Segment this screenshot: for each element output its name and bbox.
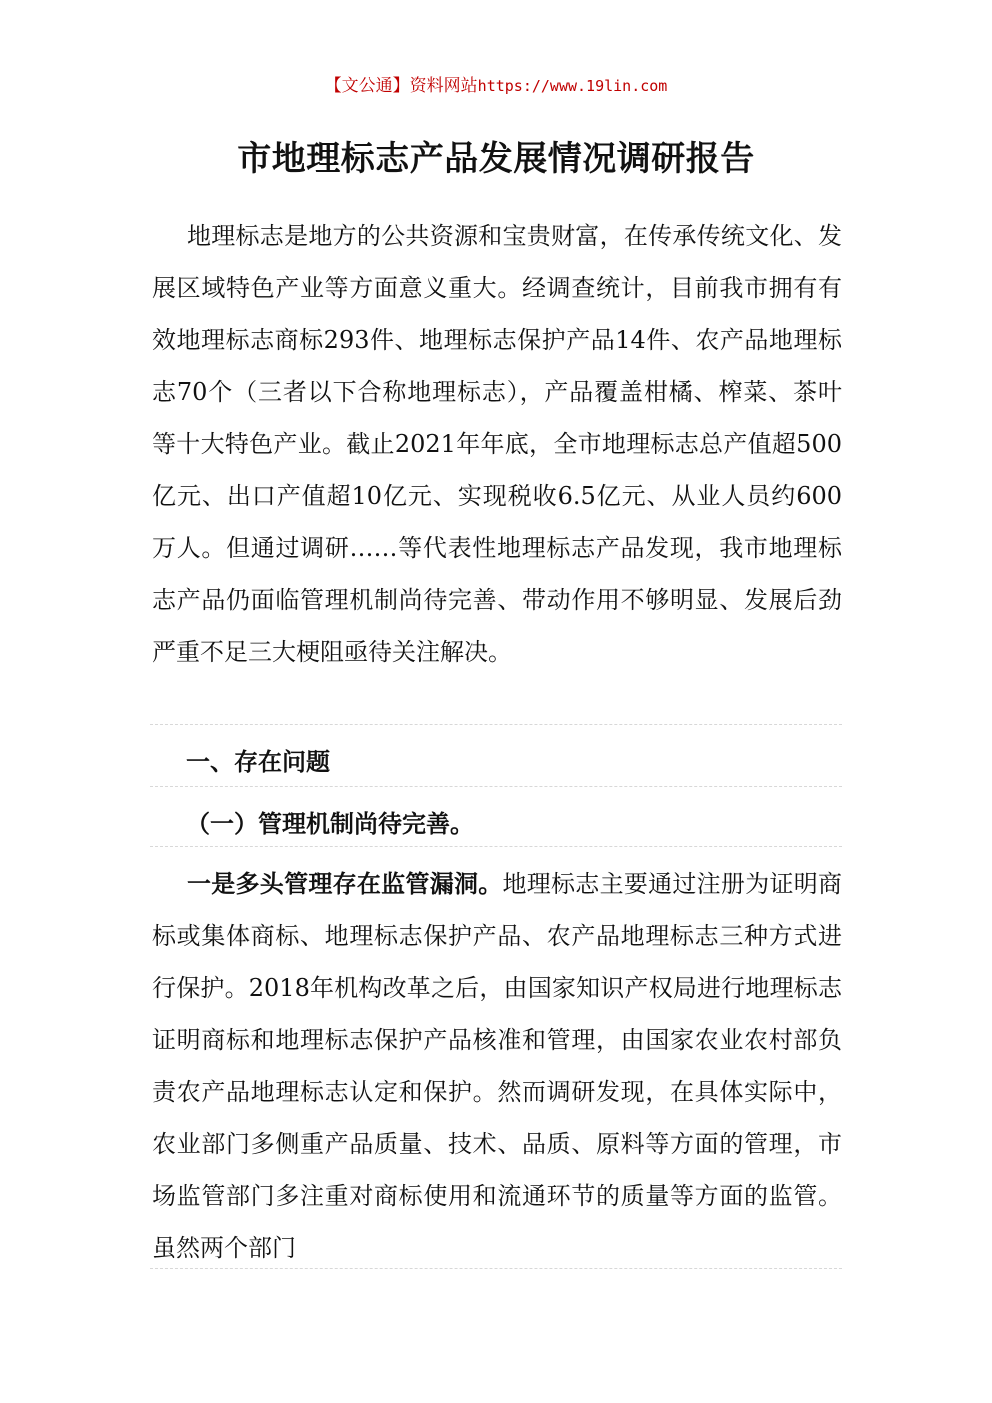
subsection-heading: （一）管理机制尚待完善。 xyxy=(186,809,474,838)
divider xyxy=(150,724,842,725)
divider xyxy=(150,1268,842,1269)
document-title: 市地理标志产品发展情况调研报告 xyxy=(237,139,755,179)
intro-section xyxy=(152,210,842,678)
section-heading: 一、存在问题 xyxy=(186,747,330,776)
body-section xyxy=(152,858,842,1274)
site-brand: 【文公通】资料网站 xyxy=(324,76,478,96)
body-paragraph xyxy=(152,858,842,1274)
site-url[interactable]: https://www.19lin.com xyxy=(477,77,668,95)
paragraph-text: 地理标志主要通过注册为证明商标或集体商标、地理标志保护产品、农产品地理标志三种方式进行保护。2018年机构改革之后，由国家知识产权局进行地理标志证明商标和地理标志保护产品核准和管理，由国家农业农村部负责农产品地理标志认定和保护。然而调研发现，在具体实际中，农业部门多侧重产品质量、技术、品质、原料等方面的管理，市场监管部门多注重对商标使用和流通环节的质量等方面的监管。虽然两个部门 xyxy=(152,870,842,1262)
paragraph-lead: 一是多头管理存在监管漏洞。 xyxy=(187,869,503,898)
divider xyxy=(150,786,842,787)
divider xyxy=(150,846,842,847)
intro-paragraph: 地理标志是地方的公共资源和宝贵财富，在传承传统文化、发展区域特色产业等方面意义重大。经调查统计，目前我市拥有有效地理标志商标293件、地理标志保护产品14件、农产品地理标志70个（三者以下合称地理标志），产品覆盖柑橘、榨菜、茶叶等十大特色产业。截止2021年年底，全市地理标志总产值超500亿元、出口产值超10亿元、实现税收6.5亿元、从业人员约600万人。但通过调研……等代表性地理标志产品发现，我市地理标志产品仍面临管理机制尚待完善、带动作用不够明显、发展后劲严重不足三大梗阻亟待关注解决。 xyxy=(152,222,842,666)
site-header xyxy=(0,73,992,99)
